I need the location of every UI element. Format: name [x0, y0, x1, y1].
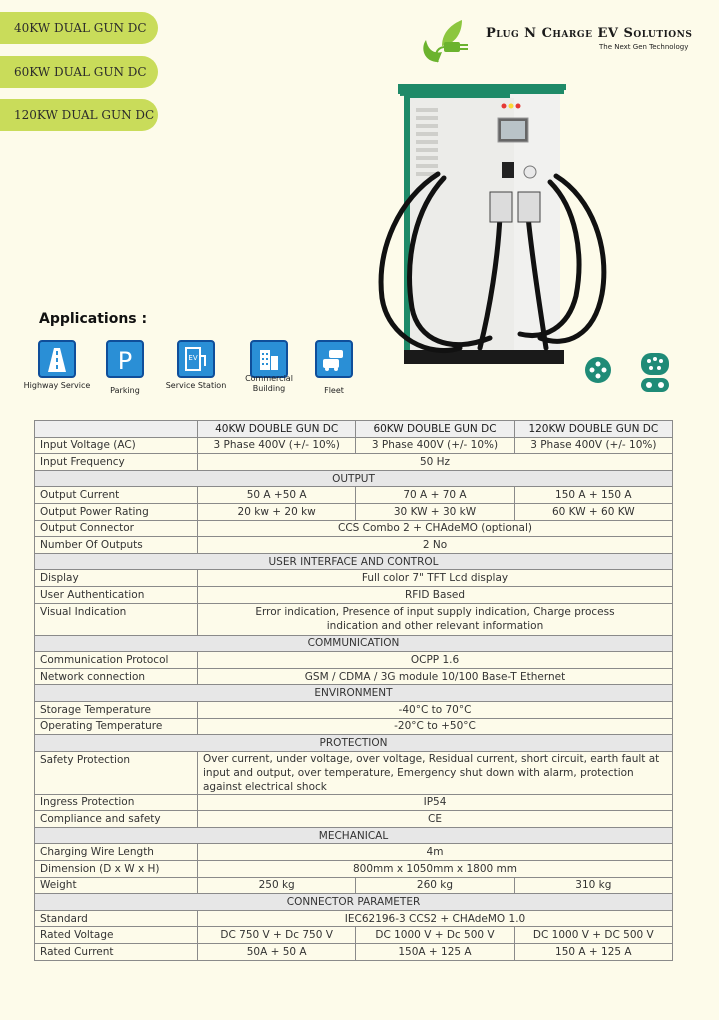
cell-value: 50 Hz [198, 454, 673, 471]
header-40kw: 40KW DOUBLE GUN DC [198, 421, 356, 438]
cell-value [198, 751, 673, 794]
table-row [35, 487, 673, 504]
ccs2-connector-icon [640, 352, 670, 394]
row-label: Charging Wire Length [35, 844, 198, 861]
table-row [35, 503, 673, 520]
cell-value: 150 A + 125 A [514, 944, 672, 961]
cell-value: 150 A + 150 A [514, 487, 672, 504]
section-header-output: OUTPUT [35, 470, 673, 487]
cell-value: 2 No [198, 537, 673, 554]
header-cell-empty [35, 421, 198, 438]
cell-value: GSM / CDMA / 3G module 10/100 Base-T Ethernet [198, 668, 673, 685]
row-label: Operating Temperature [35, 718, 198, 735]
table-row [35, 603, 673, 635]
cell-value: -40°C to 70°C [198, 701, 673, 718]
cell-value: 60 KW + 60 KW [514, 503, 672, 520]
cell-value: DC 750 V + Dc 750 V [198, 927, 356, 944]
cell-value: CE [198, 811, 673, 828]
svg-text:P: P [117, 347, 133, 375]
specification-table [34, 420, 673, 961]
brand-header [418, 18, 698, 66]
row-label: Standard [35, 910, 198, 927]
row-label: Rated Current [35, 944, 198, 961]
table-header-row [35, 421, 673, 438]
safety-line: input and output, over temperature, Emergency shut down with alarm, protection [203, 766, 634, 779]
cell-value: RFID Based [198, 586, 673, 603]
cell-value: 260 kg [356, 877, 514, 894]
section-header-environment: ENVIRONMENT [35, 685, 673, 702]
brand-name: Plug N Charge EV Solutions [486, 26, 693, 41]
table-row [35, 668, 673, 685]
cell-value: CCS Combo 2 + CHAdeMO (optional) [198, 520, 673, 537]
row-label: Compliance and safety [35, 811, 198, 828]
tab-40kw[interactable]: 40KW DUAL GUN DC [0, 12, 158, 44]
row-label: Communication Protocol [35, 652, 198, 669]
table-row [35, 701, 673, 718]
row-label: Output Power Rating [35, 503, 198, 520]
table-row [35, 751, 673, 794]
cell-value: 3 Phase 400V (+/- 10%) [356, 437, 514, 454]
table-row [35, 910, 673, 927]
application-label: Commercial Building [245, 374, 293, 393]
fleet-icon [315, 340, 353, 378]
application-label: Fleet [324, 386, 344, 395]
cell-value: 50A + 50 A [198, 944, 356, 961]
table-row [35, 652, 673, 669]
cell-value: OCPP 1.6 [198, 652, 673, 669]
table-row [35, 811, 673, 828]
cell-value: 800mm x 1050mm x 1800 mm [198, 861, 673, 878]
row-label: Dimension (D x W x H) [35, 861, 198, 878]
table-row [35, 794, 673, 811]
row-label: Output Connector [35, 520, 198, 537]
visual-indication-line: Error indication, Presence of input supply indication, Charge process [255, 606, 615, 619]
parking-icon [106, 340, 144, 378]
safety-line: Over current, under voltage, over voltage, Residual current, short circuit, earth fault at [203, 752, 660, 765]
cell-value: Full color 7" TFT Lcd display [198, 570, 673, 587]
cell-value: 250 kg [198, 877, 356, 894]
dc-charger-image [370, 78, 610, 374]
visual-indication-line: indication and other relevant information [326, 620, 544, 633]
header-120kw: 120KW DOUBLE GUN DC [514, 421, 672, 438]
application-highway [21, 340, 93, 391]
cell-value: 70 A + 70 A [356, 487, 514, 504]
application-label: Highway Service [23, 381, 91, 390]
tab-120kw[interactable]: 120KW DUAL GUN DC [0, 99, 158, 131]
section-header-communication: COMMUNICATION [35, 635, 673, 652]
application-label: Service Station [165, 381, 227, 390]
application-service-station [160, 340, 232, 391]
row-label: Rated Voltage [35, 927, 198, 944]
cell-value: 150A + 125 A [356, 944, 514, 961]
table-row [35, 877, 673, 894]
cell-value: IEC62196-3 CCS2 + CHAdeMO 1.0 [198, 910, 673, 927]
safety-line: against electrical shock [203, 780, 327, 793]
application-commercial-building [233, 340, 305, 394]
section-header-protection: PROTECTION [35, 735, 673, 752]
row-label: Display [35, 570, 198, 587]
cell-value: 4m [198, 844, 673, 861]
cell-value: DC 1000 V + Dc 500 V [356, 927, 514, 944]
table-row [35, 454, 673, 471]
svg-text:EV: EV [188, 354, 198, 362]
row-label: Safety Protection [35, 751, 198, 794]
table-row [35, 861, 673, 878]
table-row [35, 844, 673, 861]
applications-title: Applications : [39, 311, 148, 327]
application-label: Parking [110, 386, 140, 395]
cell-value: IP54 [198, 794, 673, 811]
row-label: Visual Indication [35, 603, 198, 635]
section-header-connector-parameter: CONNECTOR PARAMETER [35, 894, 673, 911]
table-row [35, 437, 673, 454]
cell-value: 3 Phase 400V (+/- 10%) [514, 437, 672, 454]
row-label: Network connection [35, 668, 198, 685]
brand-tagline: The Next Gen Technology [599, 43, 689, 51]
cell-value: 3 Phase 400V (+/- 10%) [198, 437, 356, 454]
table-row [35, 520, 673, 537]
row-label: Input Voltage (AC) [35, 437, 198, 454]
table-row [35, 586, 673, 603]
cell-value: 310 kg [514, 877, 672, 894]
application-fleet [298, 340, 370, 396]
header-60kw: 60KW DOUBLE GUN DC [356, 421, 514, 438]
plug-leaf-logo-icon [418, 18, 474, 66]
chademo-connector-icon [584, 356, 612, 384]
table-row [35, 718, 673, 735]
row-label: Number Of Outputs [35, 537, 198, 554]
table-row [35, 537, 673, 554]
ev-station-icon [177, 340, 215, 378]
section-header-mechanical: MECHANICAL [35, 827, 673, 844]
row-label: Storage Temperature [35, 701, 198, 718]
row-label: Weight [35, 877, 198, 894]
cell-value: 20 kw + 20 kw [198, 503, 356, 520]
cell-value: DC 1000 V + DC 500 V [514, 927, 672, 944]
table-row [35, 570, 673, 587]
section-header-user-interface: USER INTERFACE AND CONTROL [35, 553, 673, 570]
tab-60kw[interactable]: 60KW DUAL GUN DC [0, 56, 158, 88]
application-parking [89, 340, 161, 396]
row-label: Output Current [35, 487, 198, 504]
highway-icon [38, 340, 76, 378]
cell-value: -20°C to +50°C [198, 718, 673, 735]
row-label: Input Frequency [35, 454, 198, 471]
cell-value [198, 603, 673, 635]
table-row [35, 927, 673, 944]
row-label: User Authentication [35, 586, 198, 603]
building-icon [250, 340, 288, 378]
row-label: Ingress Protection [35, 794, 198, 811]
table-row [35, 944, 673, 961]
cell-value: 30 KW + 30 kW [356, 503, 514, 520]
cell-value: 50 A +50 A [198, 487, 356, 504]
